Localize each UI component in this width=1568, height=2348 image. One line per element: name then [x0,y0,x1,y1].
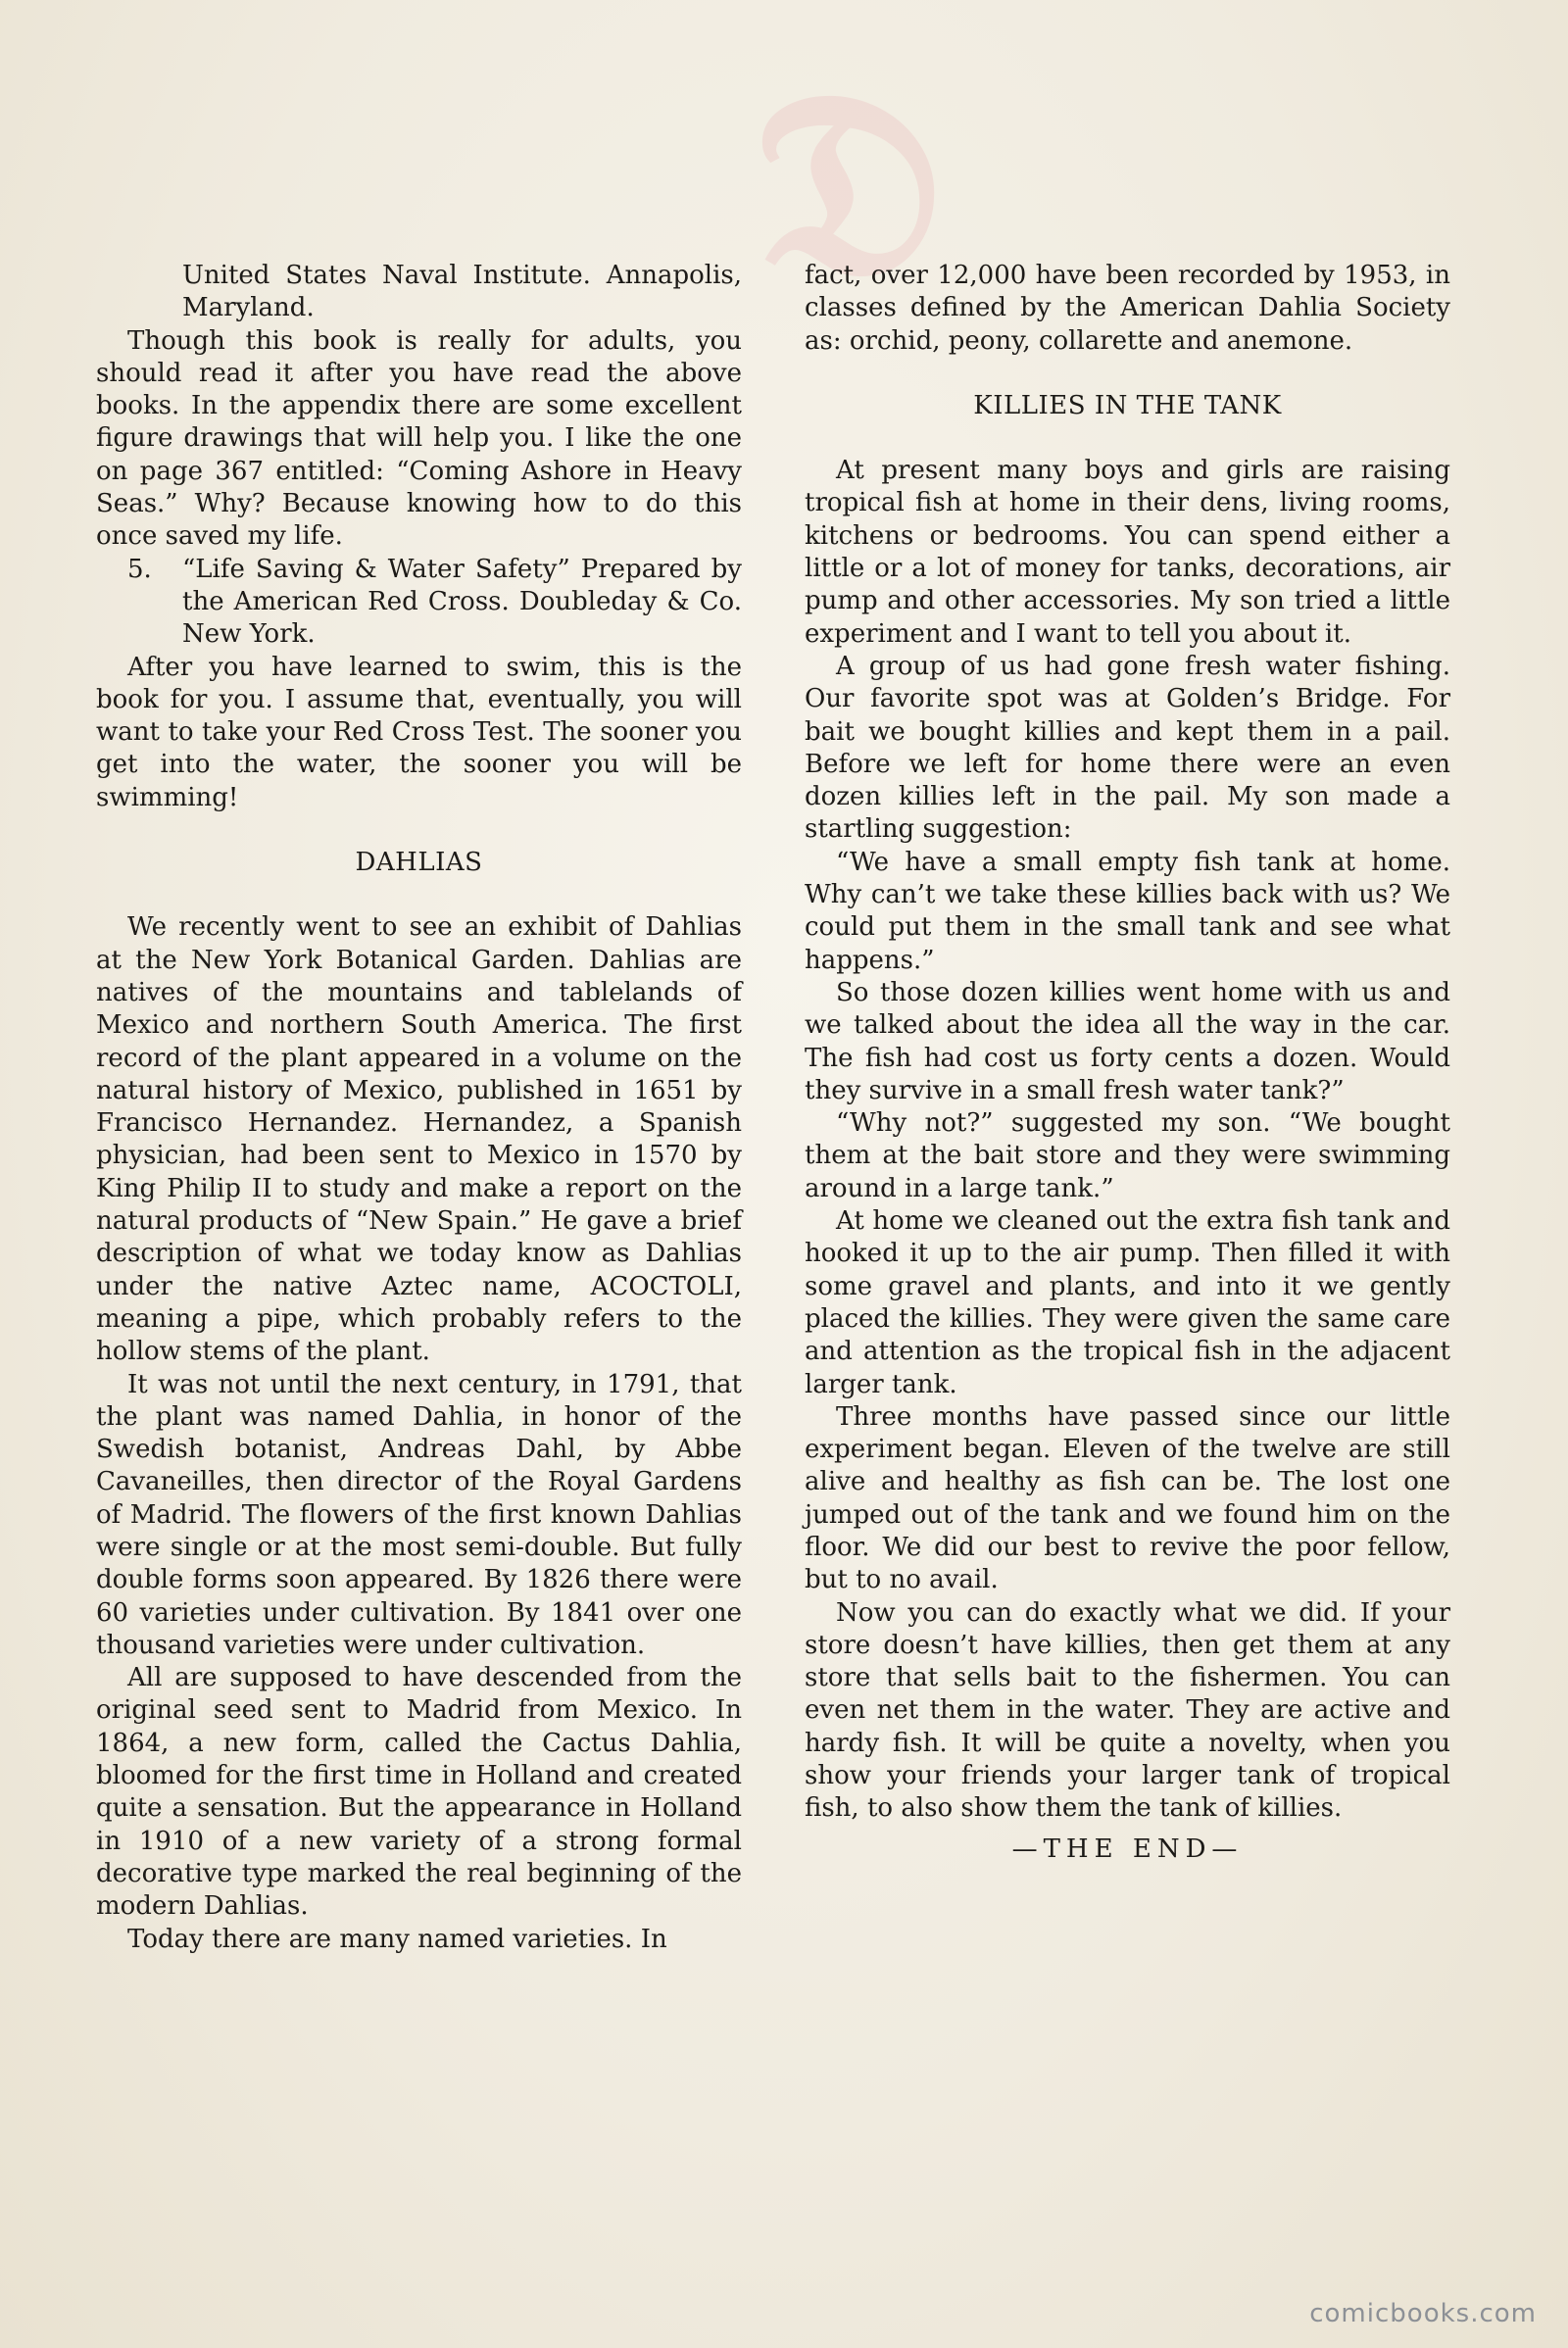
citation-continuation: United States Naval Institute. Annapolis, Maryland. [182,261,742,323]
paragraph: At present many boys and girls are raising tropical fish at home in their dens, living rooms, kitchens or bedrooms. You can spend either a little or a lot of money for tanks, decorations, air pump and other accessories. My son tried a little experiment and I want to tell you about it. [805,456,1450,649]
paragraph: We recently went to see an exhibit of Dahlias at the New York Botanical Garden. Dahlias are natives of the mountains and tablelands of Mexico and northern South America. The first record of the plant appeared in a volume on the natural history of Mexico, published in 1651 by Francisco Hernandez. Hernandez, a Spanish physician, had been sent to Mexico in 1570 by King Philip II to study and make a report on the natural products of “New Spain.” He gave a brief description of what we today know as Dahlias under the native Aztec name, ACOCTOLI, meaning a pipe, which probably refers to the hollow stems of the plant. [96,912,742,1367]
site-watermark: comicbooks.com [1309,2299,1537,2328]
right-column [805,260,1450,1866]
bleed-through-decoration: 𝔇 [755,45,936,327]
paragraph: After you have learned to swim, this is the book for you. I assume that, eventually, you will want to take your Red Cross Test. The sooner you get into the water, the sooner you will be swimming! [96,652,742,812]
paragraph: It was not until the next century, in 1791, that the plant was named Dahlia, in honor of the Swedish botanist, Andreas Dahl, by Abbe Cavaneilles, then director of the Royal Gardens of Madrid. The flowers of the first known Dahlias were single or at the most semi-double. But fully double forms soon appeared. By 1826 there were 60 varieties under cultivation. By 1841 over one thousand varieties were under cultivation. [96,1369,742,1660]
section-heading-killies: KILLIES IN THE TANK [973,390,1282,420]
paragraph: Now you can do exactly what we did. If your store doesn’t have killies, then get them at any store that sells bait to the fishermen. You can even net them in the water. They are active and hardy fish. It will be quite a novelty, when you show your friends your larger tank of tropical fish, to also show them the tank of killies. [805,1597,1450,1824]
paragraph: A group of us had gone fresh water fishing. Our favorite spot was at Golden’s Bridge. For bait we bought killies and kept them in a pail. Before we left for home there were an even dozen killies left in the pail. My son made a startling suggestion: [805,651,1450,845]
paragraph-continuation: fact, over 12,000 have been recorded by 1953, in classes defined by the American Dahlia Society as: orchid, peony, collarette and anemone. [805,261,1450,356]
paragraph: “We have a small empty fish tank at home. Why can’t we take these killies back with us? We could put them in the small tank and see what happens.” [805,847,1450,975]
numbered-list-item [96,554,742,652]
paragraph: Today there are many named varieties. In [127,1924,667,1954]
paragraph: “Why not?” suggested my son. “We bought them at the bait store and they were swimming around in a large tank.” [805,1108,1450,1203]
paragraph: At home we cleaned out the extra fish tank and hooked it up to the air pump. Then filled it with some gravel and plants, and into it we gently placed the killies. They were given the same care and attention as the tropical fish in the adjacent larger tank. [805,1206,1450,1399]
list-number: 5. [127,554,152,584]
left-column [96,260,742,1956]
paragraph: Three months have passed since our little experiment began. Eleven of the twelve are still alive and healthy as fish can be. The lost one jumped out of the tank and we found him on the floor. We did our best to revive the poor fellow, but to no avail. [805,1401,1450,1595]
paragraph: So those dozen killies went home with us and we talked about the idea all the way in the car. The fish had cost us forty cents a dozen. Would they survive in a small fresh water tank?” [805,977,1450,1105]
paragraph: Though this book is really for adults, you should read it after you have read the above books. In the appendix there are some excellent figure drawings that will help you. I like the one on page 367 entitled: “Coming Ashore in Heavy Seas.” Why? Because knowing how to do this once saved my life. [96,325,742,552]
list-item-text: “Life Saving & Water Safety” Prepared by the American Red Cross. Doubleday & Co. New York. [182,554,742,650]
section-heading-dahlias: DAHLIAS [355,848,483,878]
the-end-marker: —THE END— [1011,1834,1244,1864]
paragraph: All are supposed to have descended from the original seed sent to Madrid from Mexico. In 1864, a new form, called the Cactus Dahlia, bloomed for the first time in Holland and created quite a sensation. But the appearance in Holland in 1910 of a new variety of a strong formal decorative type marked the real beginning of the modern Dahlias. [96,1663,742,1922]
